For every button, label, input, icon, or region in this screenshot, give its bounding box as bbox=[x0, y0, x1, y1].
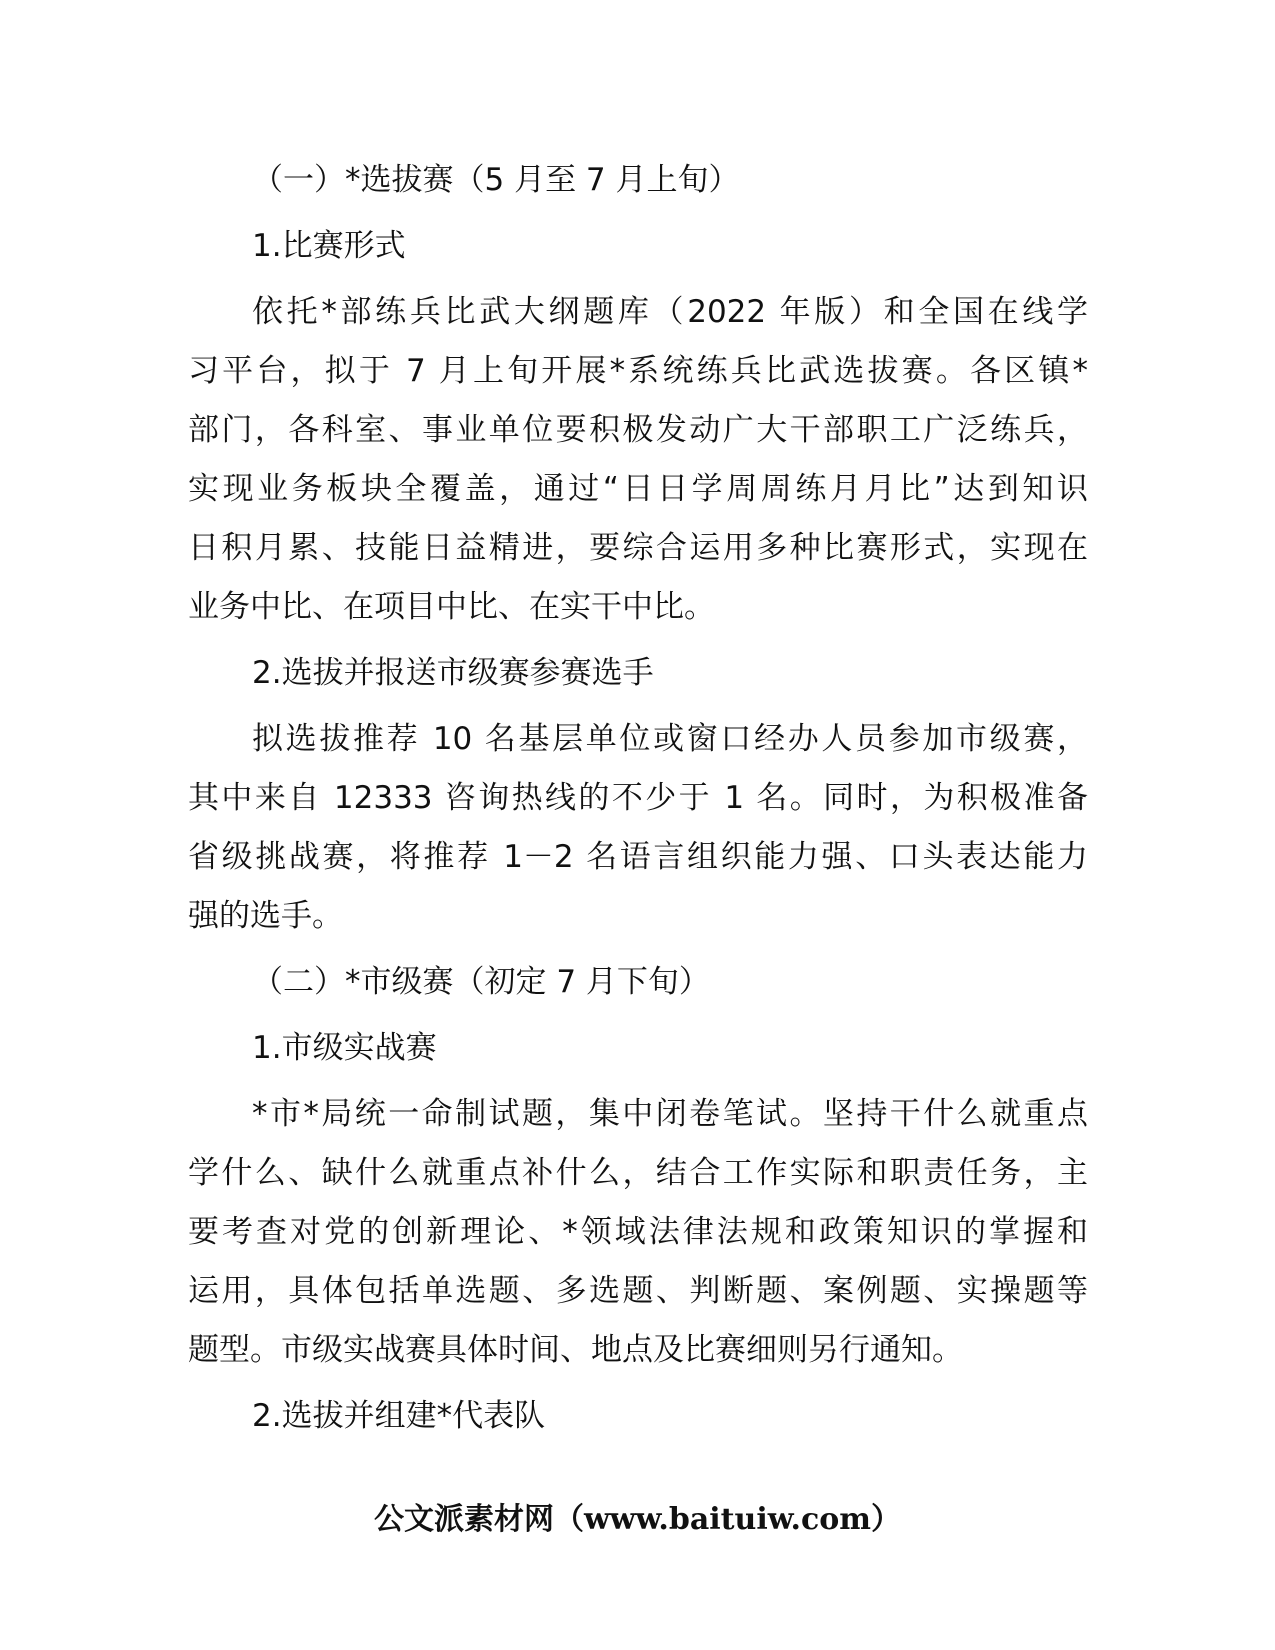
item-heading-1: 1.比赛形式 bbox=[252, 228, 406, 264]
item-heading-3: 1.市级实战赛 bbox=[252, 1030, 437, 1066]
paragraph-3 bbox=[188, 1085, 1088, 1380]
paragraph-line: 学什么、缺什么就重点补什么，结合工作实际和职责任务，主 bbox=[188, 1155, 1088, 1191]
paragraph-1 bbox=[188, 283, 1088, 637]
paragraph-line: 其中来自 12333 咨询热线的不少于 1 名。同时，为积极准备 bbox=[188, 780, 1088, 816]
footer-watermark: 公文派素材网（www.baituiw.com） bbox=[373, 1502, 902, 1537]
paragraph-line: 部门，各科室、事业单位要积极发动广大干部职工广泛练兵， bbox=[188, 412, 1088, 448]
paragraph-line: 习平台，拟于 7 月上旬开展*系统练兵比武选拔赛。各区镇* bbox=[188, 353, 1088, 389]
paragraph-line: 省级挑战赛，将推荐 1－2 名语言组织能力强、口头表达能力 bbox=[188, 839, 1088, 875]
item-heading-4: 2.选拔并组建*代表队 bbox=[252, 1398, 546, 1434]
paragraph-line: 实现业务板块全覆盖，通过“日日学周周练月月比”达到知识 bbox=[188, 471, 1088, 507]
paragraph-line: 题型。市级实战赛具体时间、地点及比赛细则另行通知。 bbox=[188, 1332, 963, 1368]
paragraph-line: 依托*部练兵比武大纲题库（2022 年版）和全国在线学 bbox=[252, 294, 1088, 330]
paragraph-line: 要考查对党的创新理论、*领域法律法规和政策知识的掌握和 bbox=[188, 1214, 1088, 1250]
paragraph-line: *市*局统一命制试题，集中闭卷笔试。坚持干什么就重点 bbox=[252, 1096, 1088, 1132]
paragraph-2 bbox=[188, 710, 1088, 946]
section-heading-1: （一）*选拔赛（5 月至 7 月上旬） bbox=[252, 162, 740, 198]
paragraph-line: 强的选手。 bbox=[188, 898, 343, 934]
document-body bbox=[188, 151, 1088, 1446]
section-heading-2: （二）*市级赛（初定 7 月下旬） bbox=[252, 964, 710, 1000]
paragraph-line: 拟选拔推荐 10 名基层单位或窗口经办人员参加市级赛， bbox=[252, 721, 1088, 757]
paragraph-line: 日积月累、技能日益精进，要综合运用多种比赛形式，实现在 bbox=[188, 530, 1088, 566]
paragraph-line: 运用，具体包括单选题、多选题、判断题、案例题、实操题等 bbox=[188, 1273, 1088, 1309]
paragraph-line: 业务中比、在项目中比、在实干中比。 bbox=[188, 589, 715, 625]
item-heading-2: 2.选拔并报送市级赛参赛选手 bbox=[252, 655, 654, 691]
